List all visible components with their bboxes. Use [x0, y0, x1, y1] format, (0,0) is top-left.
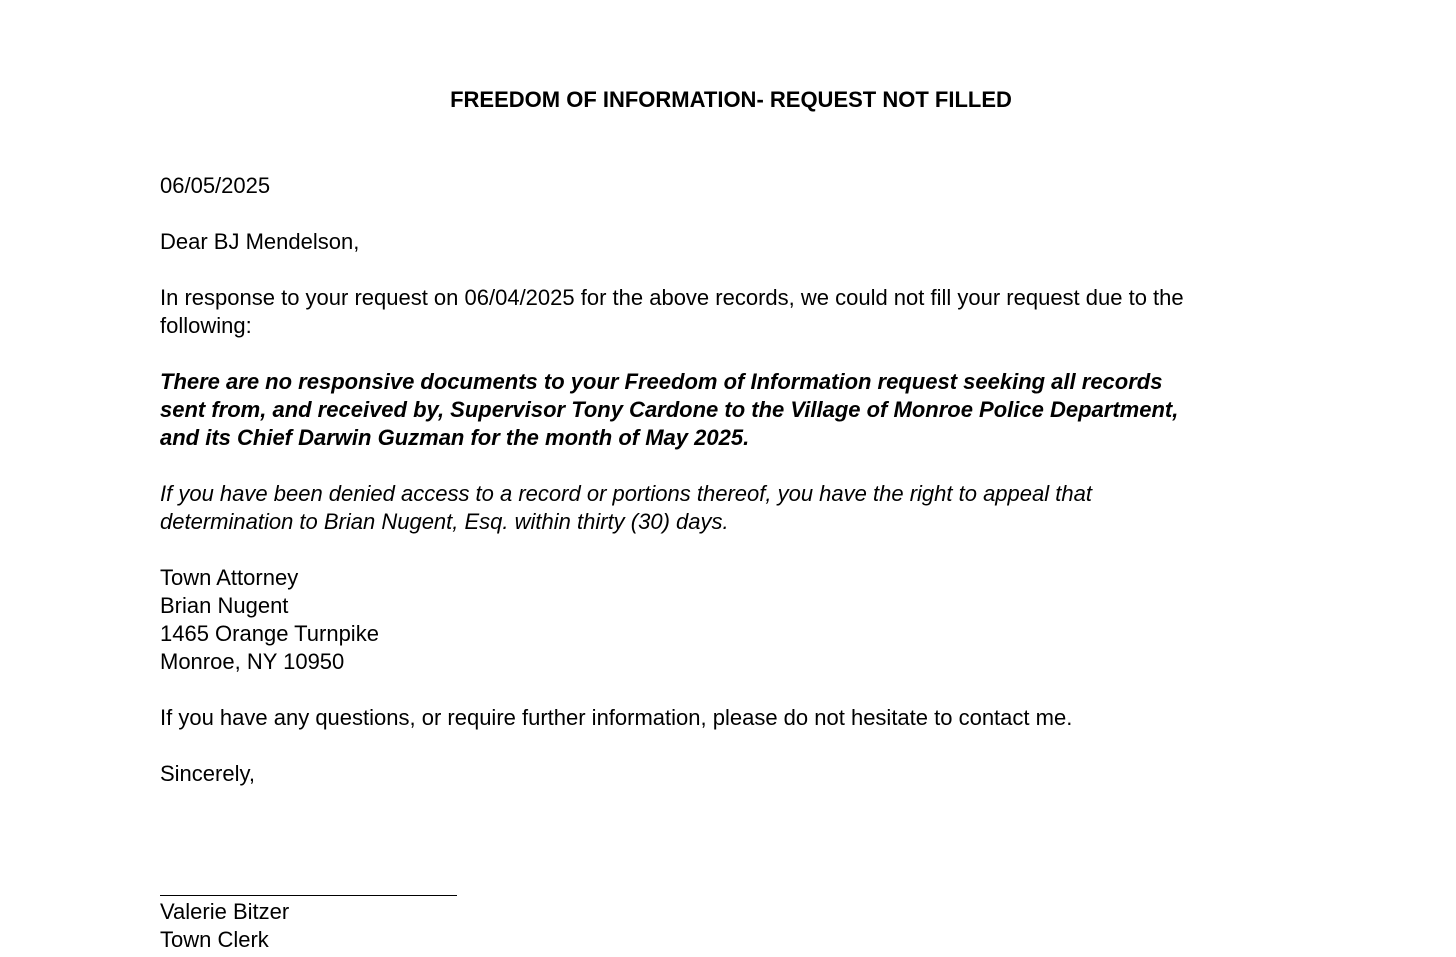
appeal-address-name: Brian Nugent — [160, 593, 289, 618]
appeal-address-city: Monroe, NY 10950 — [160, 649, 345, 674]
reason-line-3: and its Chief Darwin Guzman for the month of May 2025. — [160, 425, 750, 450]
letter-date: 06/05/2025 — [160, 173, 271, 198]
appeal-notice-line-2: determination to Brian Nugent, Esq. within thirty (30) days. — [160, 509, 729, 534]
signature-line — [160, 895, 457, 896]
salutation: Dear BJ Mendelson, — [160, 229, 360, 254]
closing-note: If you have any questions, or require further information, please do not hesitate to contact me. — [160, 705, 1073, 730]
signer-title: Town Clerk — [160, 927, 269, 952]
intro-line-1: In response to your request on 06/04/2025 for the above records, we could not fill your request due to the — [160, 285, 1184, 310]
appeal-address-street: 1465 Orange Turnpike — [160, 621, 379, 646]
appeal-notice-line-1: If you have been denied access to a record or portions thereof, you have the right to appeal that — [160, 481, 1092, 506]
letter-title: FREEDOM OF INFORMATION- REQUEST NOT FILLED — [450, 87, 1012, 112]
intro-line-2: following: — [160, 313, 252, 338]
valediction: Sincerely, — [160, 761, 255, 786]
signer-name: Valerie Bitzer — [160, 899, 290, 924]
reason-line-1: There are no responsive documents to your Freedom of Information request seeking all records — [160, 369, 1163, 394]
appeal-address-title: Town Attorney — [160, 565, 299, 590]
reason-line-2: sent from, and received by, Supervisor Tony Cardone to the Village of Monroe Police Department, — [160, 397, 1179, 422]
